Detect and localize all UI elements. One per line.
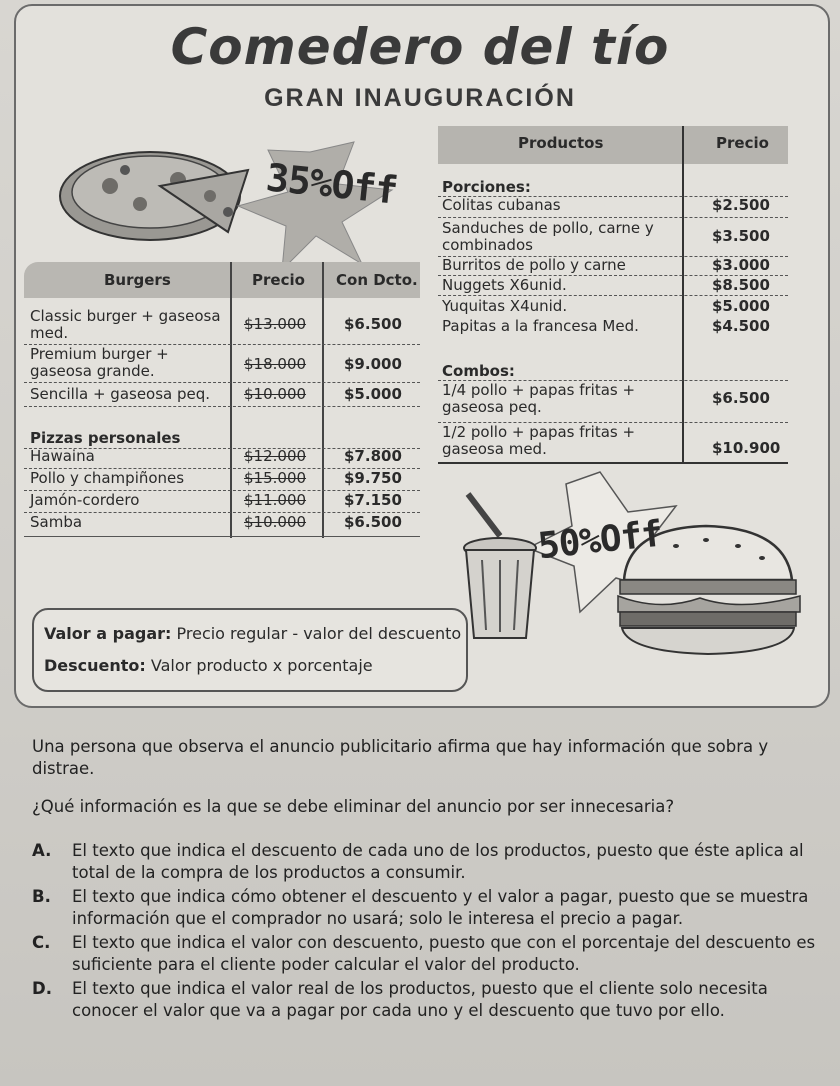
burger-name: Sencilla + gaseosa peq. — [30, 385, 211, 403]
pizza-name: Hawaina — [30, 447, 95, 465]
discount-label: Descuento: — [44, 656, 146, 675]
header-discount: Con Dcto. — [336, 271, 418, 289]
option-text: El texto que indica cómo obtener el descuento y el valor a pagar, puesto que se muestra información que el comprador no usará; solo le interesa el precio a pagar. — [72, 887, 809, 928]
flyer-subtitle: GRAN INAUGURACIÓN — [264, 84, 576, 112]
header-price: Precio — [716, 134, 769, 152]
product-name: Colitas cubanas — [442, 196, 561, 214]
pizza-regular-price: $11.000 — [244, 491, 307, 509]
burger-discount-price: $9.000 — [344, 355, 402, 373]
payment-formula-box — [32, 608, 468, 692]
burger-regular-price: $13.000 — [244, 315, 307, 333]
pizza-discount-price: $7.150 — [344, 491, 402, 509]
pizza-regular-price: $15.000 — [244, 469, 307, 487]
combo-name: 1/4 pollo + papas fritas + gaseosa peq. — [442, 381, 636, 416]
pizza-regular-price: $10.000 — [244, 513, 307, 531]
burgers-table-header — [24, 262, 420, 298]
pizza-discount-price: $6.500 — [344, 513, 402, 531]
product-price: $2.500 — [712, 196, 770, 214]
product-name: Yuquitas X4unid. — [442, 297, 568, 315]
product-price: $8.500 — [712, 276, 770, 294]
pizza-discount-price: $9.750 — [344, 469, 402, 487]
section-pizzas: Pizzas personales — [30, 429, 181, 447]
pizza-illustration — [60, 152, 248, 240]
row-divider — [24, 536, 420, 537]
option-letter: B. — [32, 887, 51, 906]
pay-label: Valor a pagar: — [44, 624, 172, 643]
discount-text: Valor producto x porcentaje — [150, 656, 373, 675]
header-price: Precio — [252, 271, 305, 289]
option-text: El texto que indica el valor con descuento, puesto que con el porcentaje del descuento es suficiente para el cliente poder calcular el valor del producto. — [72, 933, 816, 974]
burger-name: Classic burger + gaseosa med. — [30, 307, 221, 342]
burger-discount-price: $6.500 — [344, 315, 402, 333]
option-letter: D. — [32, 979, 52, 998]
combo-name: 1/2 pollo + papas fritas + gaseosa med. — [442, 423, 636, 458]
question-prompt: ¿Qué información es la que se debe eliminar del anuncio por ser innecesaria? — [32, 797, 675, 816]
pizza-name: Jamón-cordero — [30, 491, 140, 509]
option-text: El texto que indica el descuento de cada uno de los productos, puesto que éste aplica al total de la compra de los productos a consumir. — [72, 841, 804, 882]
product-price: $3.500 — [712, 227, 770, 245]
discount-badge-35: 35%Off — [264, 155, 400, 213]
discount-formula — [44, 656, 373, 675]
products-table-header — [438, 126, 788, 164]
option-text: El texto que indica el valor real de los productos, puesto que el cliente solo necesita conocer el valor que va a pagar por cada uno y el descuento que tuvo por ello. — [72, 979, 768, 1020]
burger-regular-price: $18.000 — [244, 355, 307, 373]
pay-text: Precio regular - valor del descuento — [176, 624, 462, 643]
product-price: $4.500 — [712, 317, 770, 335]
product-name: Burritos de pollo y carne — [442, 256, 626, 274]
combo-price: $6.500 — [712, 389, 770, 407]
product-name: Papitas a la francesa Med. — [442, 317, 639, 335]
combo-price: $10.900 — [712, 439, 781, 457]
products-table — [438, 126, 788, 464]
flyer-title: Comedero del tío — [170, 18, 670, 76]
pay-formula — [44, 624, 461, 643]
option-letter: C. — [32, 933, 51, 952]
burger-regular-price: $10.000 — [244, 385, 307, 403]
product-price: $3.000 — [712, 256, 770, 274]
pizza-name: Pollo y champiñones — [30, 469, 185, 487]
option-letter: A. — [32, 841, 52, 860]
header-burgers: Burgers — [104, 271, 171, 289]
product-name: Nuggets X6unid. — [442, 276, 567, 294]
burger-name: Premium burger + gaseosa grande. — [30, 345, 169, 380]
row-divider — [438, 295, 788, 296]
pizza-discount-price: $7.800 — [344, 447, 402, 465]
burger-discount-price: $5.000 — [344, 385, 402, 403]
section-combos: Combos: — [442, 362, 515, 380]
column-divider — [230, 262, 232, 538]
drink-illustration — [464, 494, 536, 638]
question-intro: Una persona que observa el anuncio publicitario afirma que hay información que sobra y distrae. — [32, 737, 769, 778]
row-divider — [24, 382, 420, 383]
section-portions: Porciones: — [442, 178, 531, 196]
discount-badge-50: 50%Off — [536, 513, 664, 568]
pizza-regular-price: $12.000 — [244, 447, 307, 465]
row-divider — [438, 217, 788, 218]
table-bottom-border — [438, 462, 788, 464]
column-divider — [322, 262, 324, 538]
product-name: Sanduches de pollo, carne y combinados — [442, 219, 654, 254]
row-divider — [24, 406, 420, 407]
pizza-name: Samba — [30, 513, 83, 531]
product-price: $5.000 — [712, 297, 770, 315]
burgers-table — [24, 262, 420, 538]
header-products: Productos — [518, 134, 604, 152]
